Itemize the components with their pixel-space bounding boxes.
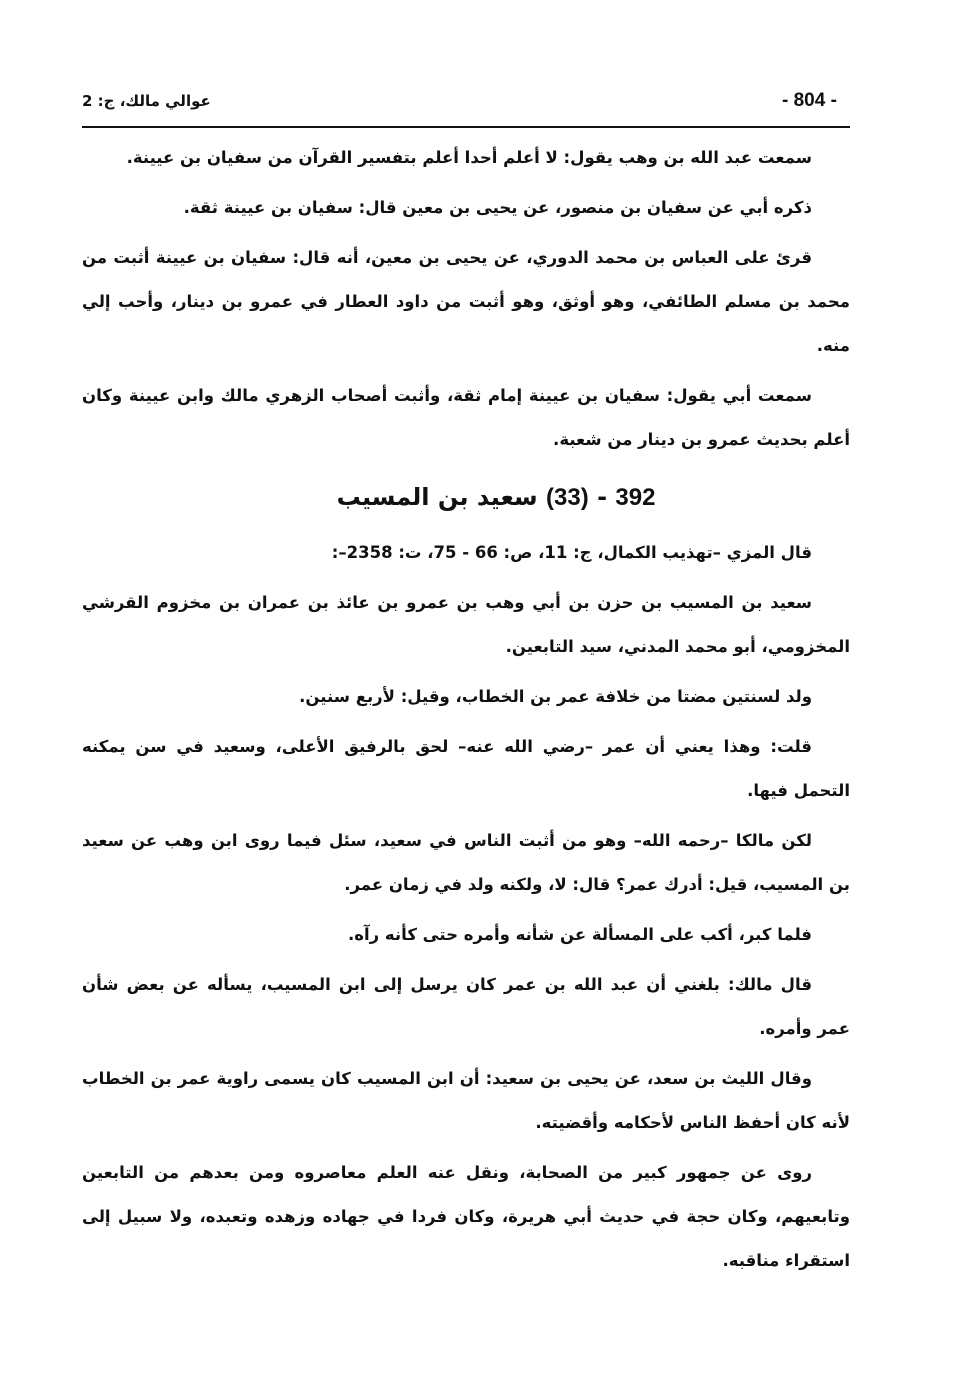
section-name: سعيد بن المسيب: [336, 483, 538, 511]
paragraph: قلت: وهذا يعني أن عمر –رضي الله عنه– لحق بالرفيق الأعلى، وسعيد في سن يمكنه التحمل فيها.: [82, 737, 850, 800]
paragraph: قال المزي –تهذيب الكمال، ج: 11، ص: 66 - 75، ت: 2358–:: [331, 543, 812, 562]
page-number: - 804 -: [782, 90, 837, 111]
paragraph: ذكره أبي عن سفيان بن منصور، عن يحيى بن معين قال: سفيان بن عيينة ثقة.: [183, 198, 812, 217]
paragraph: سمعت أبي يقول: سفيان بن عيينة إمام ثقة، وأثبت أصحاب الزهري مالك وابن عيينة وكان أعلم بحديث عمرو بن دينار من شعبة.: [82, 386, 850, 449]
paragraph: قرئ على العباس بن محمد الدوري، عن يحيى بن معين، أنه قال: سفيان بن عيينة أثبت من محمد بن مسلم الطائفي، وهو أوثق، وهو أثبت من داود العطار في عمرو بن دينار، وأحب إلي منه.: [82, 248, 850, 355]
section-heading: [82, 472, 850, 523]
document-page: [82, 82, 850, 1342]
body-text-bottom: [82, 531, 850, 1283]
paragraph: سمعت عبد الله بن وهب يقول: لا أعلم أحدا أعلم بتفسير القرآن من سفيان بن عيينة.: [126, 148, 812, 167]
running-header: [82, 82, 850, 128]
section-number: 392: [615, 484, 656, 511]
paragraph: ولد لسنتين مضتا من خلافة عمر بن الخطاب، وقيل: لأربع سنين.: [299, 687, 812, 706]
paragraph: لكن مالكا –رحمه الله– وهو من أثبت الناس في سعيد، سئل فيما روى ابن وهب عن سعيد بن المسيب، قيل: أدرك عمر؟ قال: لا، ولكنه ولد في زمان عمر.: [82, 831, 850, 894]
body-text-top: [82, 136, 850, 462]
section-sub-number: (33): [546, 484, 589, 511]
paragraph: قال مالك: بلغني أن عبد الله بن عمر كان يرسل إلى ابن المسيب، يسأله عن بعض شأن عمر وأمره.: [82, 975, 850, 1038]
paragraph: وقال الليث بن سعد، عن يحيى بن سعيد: أن ابن المسيب كان يسمى راوية عمر بن الخطاب لأنه كان أحفظ الناس لأحكامه وأقضيته.: [82, 1069, 850, 1132]
book-title: عوالي مالك، ج: 2: [82, 92, 211, 110]
paragraph: فلما كبر، أكب على المسألة عن شأنه وأمره حتى كأنه رآه.: [348, 925, 812, 944]
paragraph: سعيد بن المسيب بن حزن بن أبي وهب بن عمرو بن عائذ بن عمران بن مخزوم القرشي المخزومي، أبو محمد المدني، سيد التابعين.: [82, 593, 850, 656]
paragraph: روى عن جمهور كبير من الصحابة، ونقل عنه العلم معاصروه ومن بعدهم من التابعين وتابعيهم، وكان حجة في حديث أبي هريرة، وكان فردا في جهاده وزهده وتعبده، ولا سبيل إلى استقراء مناقبه.: [82, 1163, 850, 1270]
section-separator: -: [588, 483, 616, 511]
